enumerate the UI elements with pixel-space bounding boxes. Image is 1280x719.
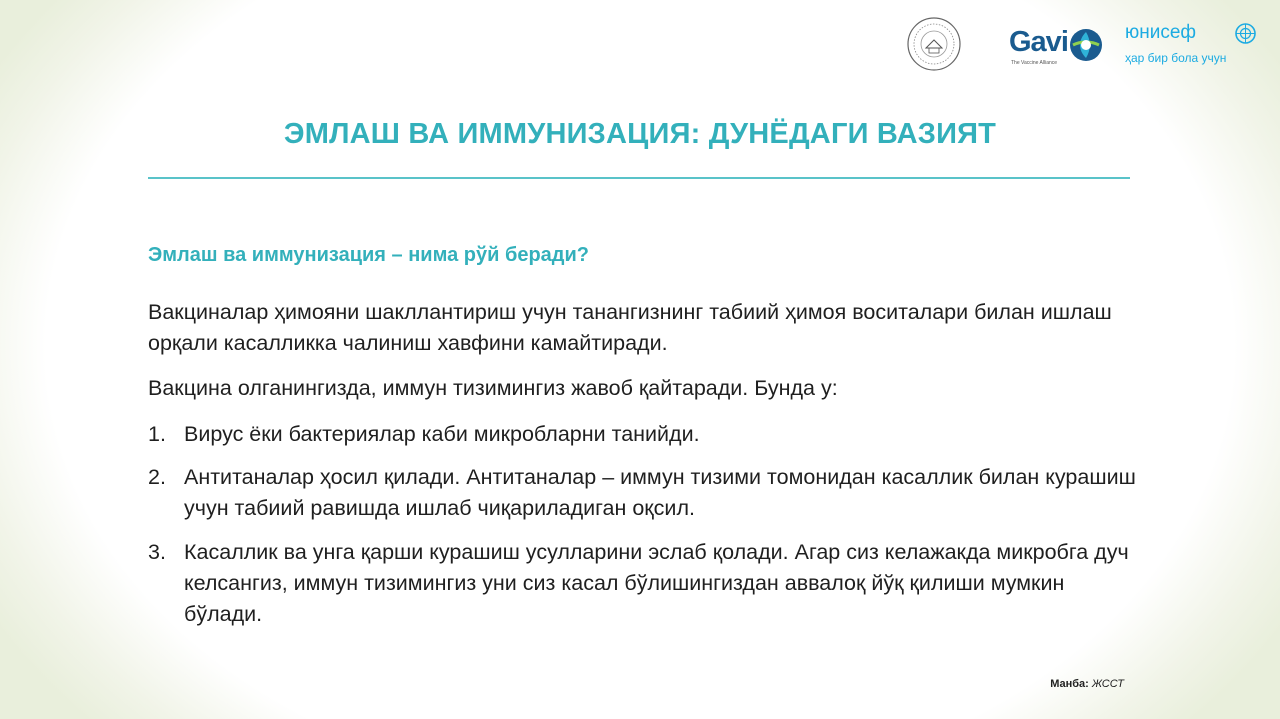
list-item-number: 3. [148, 540, 166, 564]
immune-steps-list [148, 419, 1138, 630]
list-item [148, 462, 1138, 524]
list-item [148, 419, 1138, 450]
unicef-tagline: ҳар бир бола учун [1125, 51, 1227, 65]
intro-paragraph: Вакциналар ҳимояни шакллантириш учун танангизнинг табиий ҳимоя воситалари билан ишлаш орқали касалликка чалиниш хавфини камайтиради. [148, 300, 1112, 355]
unicef-name: юнисеф [1125, 22, 1197, 43]
list-item-text: Вирус ёки бактериялар каби микробларни танийди. [184, 422, 700, 446]
gavi-name: Gavi [1009, 26, 1068, 58]
list-item-text: Антитаналар ҳосил қилади. Антитаналар – иммун тизими томонидан касаллик билан курашиш учун табиий равишда ишлаб чиқариладиган оқсил. [184, 465, 1136, 520]
list-item-text: Касаллик ва унга қарши курашиш усулларини эслаб қолади. Агар сиз келажакда микробга дуч келсангиз, иммун тизимингиз уни сиз касал бўлишингиздан аввалоқ йўқ қилиши мумкин бўлади. [184, 540, 1129, 626]
list-item [148, 537, 1138, 630]
unicef-emblem-icon [1235, 23, 1256, 44]
source-label: Манба: [1050, 678, 1089, 690]
gavi-logo [1009, 22, 1109, 70]
unicef-logo [1125, 20, 1256, 70]
gavi-tagline: The Vaccine Alliance [1011, 60, 1058, 66]
list-item-number: 2. [148, 465, 166, 489]
list-item-number: 1. [148, 422, 166, 446]
section-subtitle: Эмлаш ва иммунизация – нима рўй беради? [148, 244, 590, 266]
response-paragraph: Вакцина олганингизда, иммун тизимингиз жавоб қайтаради. Бунда у: [148, 376, 838, 400]
gavi-globe-icon [1069, 28, 1103, 62]
title-divider [148, 177, 1130, 179]
source-value: ЖССТ [1091, 678, 1124, 690]
ministry-seal-logo [906, 16, 962, 72]
source-note [1050, 678, 1124, 690]
slide-title: ЭМЛАШ ВА ИММУНИЗАЦИЯ: ДУНЁДАГИ ВАЗИЯТ [283, 118, 997, 150]
